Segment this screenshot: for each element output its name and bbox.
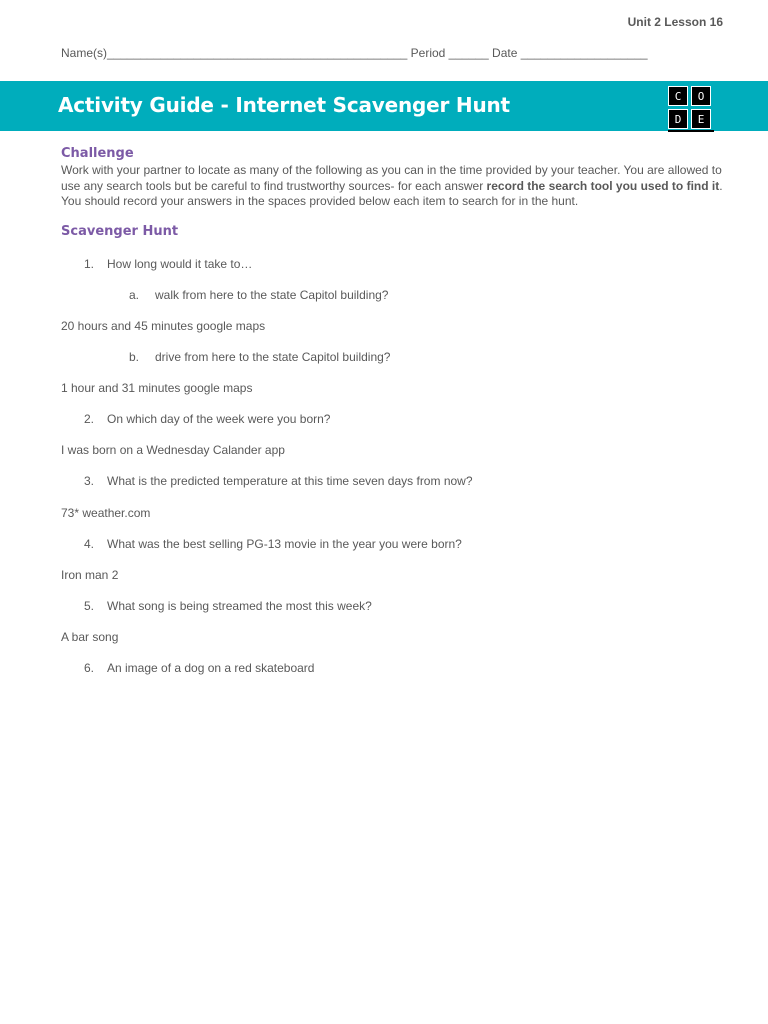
logo-letter-o: O [691, 86, 711, 106]
logo-letter-d: D [668, 109, 688, 129]
question-number: 5. [84, 599, 95, 613]
hunt-question-5 [84, 599, 372, 613]
question-number: 1. [84, 257, 95, 271]
question-text: walk from here to the state Capitol building? [155, 288, 389, 302]
question-text: What was the best selling PG-13 movie in the year you were born? [107, 537, 462, 551]
logo-letter-c: C [668, 86, 688, 106]
hunt-question-4 [84, 537, 462, 551]
logo-letter-e: E [691, 109, 711, 129]
question-text: What is the predicted temperature at this time seven days from now? [107, 474, 473, 488]
hunt-answer-1a: 20 hours and 45 minutes google maps [61, 319, 266, 333]
hunt-subquestion-b [129, 350, 390, 364]
hunt-question-6 [84, 661, 314, 675]
challenge-text-bold: record the search tool you used to find it [486, 178, 720, 193]
hunt-answer-3: 73* weather.com [61, 506, 151, 520]
hunt-answer-5: A bar song [61, 630, 119, 644]
logo-underline [668, 130, 714, 132]
hunt-answer-1b: 1 hour and 31 minutes google maps [61, 381, 253, 395]
hunt-answer-4: Iron man 2 [61, 568, 119, 582]
code-logo [668, 86, 714, 131]
scavenger-hunt-heading: Scavenger Hunt [61, 224, 179, 239]
question-number: 3. [84, 474, 95, 488]
challenge-text-part1: Work with your partner to locate as many of the following as you can in the time provided by your teacher. You are allowed to use any search tools but be careful to find trustworthy sources- for each answer [61, 163, 722, 193]
question-text: How long would it take to… [107, 257, 253, 271]
question-number: 4. [84, 537, 95, 551]
challenge-text [61, 163, 729, 210]
question-number: a. [129, 288, 140, 302]
unit-lesson-label: Unit 2 Lesson 16 [627, 15, 723, 29]
question-number: 6. [84, 661, 95, 675]
challenge-text-part2: . You should record your answers in the spaces provided below each item to search for in the hunt. [61, 178, 723, 208]
hunt-answer-2: I was born on a Wednesday Calander app [61, 443, 285, 457]
question-number: b. [129, 350, 140, 364]
question-text: On which day of the week were you born? [107, 412, 331, 426]
question-number: 2. [84, 412, 95, 426]
title-banner [0, 81, 768, 131]
hunt-question-1 [84, 257, 252, 271]
page-title: Activity Guide - Internet Scavenger Hunt [58, 93, 510, 117]
question-text: An image of a dog on a red skateboard [107, 661, 315, 675]
question-text: drive from here to the state Capitol building? [155, 350, 391, 364]
question-text: What song is being streamed the most this week? [107, 599, 372, 613]
hunt-question-2 [84, 412, 330, 426]
challenge-heading: Challenge [61, 146, 134, 161]
hunt-subquestion-a [129, 288, 388, 302]
hunt-question-3 [84, 474, 473, 488]
name-period-date-line: Name(s)_____________________________________________ Period ______ Date ___________________ [61, 46, 648, 60]
